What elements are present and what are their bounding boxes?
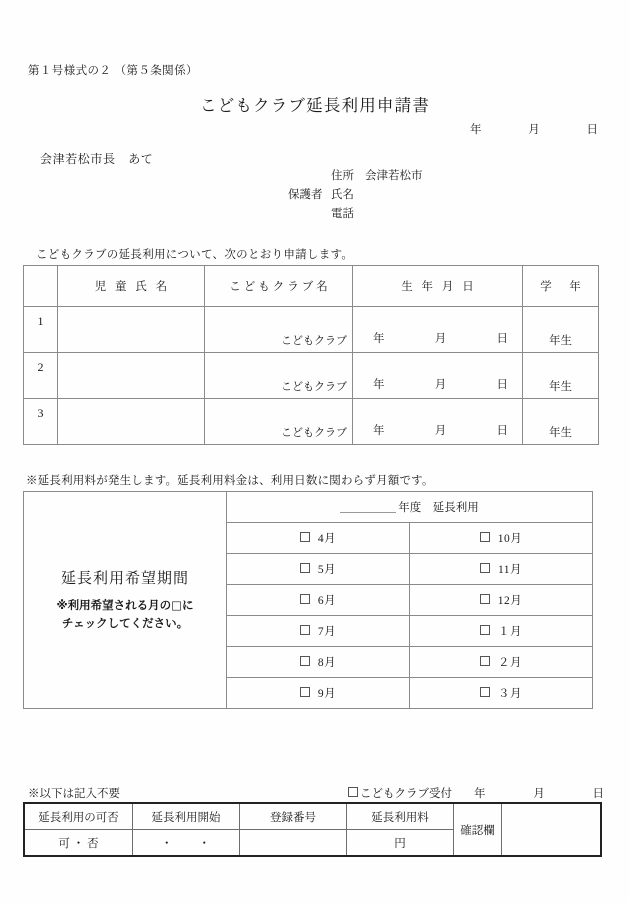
table-row: [24, 353, 599, 399]
period-instruction-line1: ※利用希望される月の□に: [56, 598, 194, 613]
grade-field-2[interactable]: [523, 353, 599, 399]
checkbox-icon[interactable]: [480, 625, 490, 635]
office-registration-number-value[interactable]: [240, 830, 347, 857]
dob-day-1: 日: [496, 333, 508, 345]
dob-day-2: 日: [496, 379, 508, 391]
club-suffix-3: こどもクラブ: [281, 426, 347, 439]
reception-day-label: 日: [592, 788, 604, 800]
month-label-5: 5月: [317, 564, 337, 576]
guardian-name-row: [288, 186, 423, 205]
office-confirm-field[interactable]: [502, 803, 602, 856]
period-instruction-line2: チェックしてください。: [61, 616, 189, 630]
month-label-2: ２月: [498, 657, 522, 669]
phone-label: 電話: [331, 208, 354, 220]
month-option-9[interactable]: [227, 678, 410, 709]
checkbox-icon[interactable]: [480, 687, 490, 697]
form-number: 第１号様式の２ （第５条関係）: [28, 65, 198, 77]
checkbox-icon[interactable]: [300, 594, 310, 604]
month-label-8: 8月: [317, 657, 337, 669]
reception-label: こどもクラブ受付: [360, 788, 452, 800]
fiscal-year-heading: [227, 492, 593, 523]
guardian-phone-row: [288, 205, 423, 224]
period-title-cell: [24, 492, 227, 709]
address-value: 会津若松市: [365, 170, 423, 182]
reception-line: [348, 785, 604, 801]
grade-suffix-3: 年生: [549, 427, 572, 439]
checkbox-icon[interactable]: [480, 594, 490, 604]
date-day-label: 日: [586, 124, 598, 136]
month-option-6[interactable]: [227, 585, 410, 616]
office-header-fee: 延長利用料: [347, 803, 454, 830]
header-index: [24, 266, 58, 307]
grade-suffix-1: 年生: [549, 335, 572, 347]
office-header-availability: 延長利用の可否: [24, 803, 133, 830]
period-instruction: [24, 597, 226, 633]
checkbox-icon[interactable]: [480, 563, 490, 573]
header-birthdate: 生 年 月 日: [353, 266, 523, 307]
birthdate-field-3[interactable]: [353, 399, 523, 445]
row-index-cell: [24, 353, 58, 399]
header-club-name: こどもクラブ名: [205, 266, 353, 307]
month-option-5[interactable]: [227, 554, 410, 585]
dob-month-1: 月: [434, 333, 447, 345]
month-option-2[interactable]: [410, 647, 593, 678]
office-header-row: [24, 803, 601, 830]
row-index-2: 2: [37, 360, 44, 374]
reception-year-label: 年: [474, 788, 486, 800]
month-option-12[interactable]: [410, 585, 593, 616]
document-title: こどもクラブ延長利用申請書: [199, 96, 431, 115]
office-use-note: ※以下は記入不要: [28, 788, 120, 800]
month-option-10[interactable]: [410, 523, 593, 554]
period-title: 延長利用希望期間: [60, 571, 189, 588]
checkbox-icon[interactable]: [348, 787, 358, 797]
lead-sentence: こどもクラブの延長利用について、次のとおり申請します。: [36, 249, 354, 261]
fiscal-year-blank[interactable]: [340, 512, 396, 513]
row-index-3: 3: [37, 406, 44, 420]
checkbox-icon[interactable]: [480, 656, 490, 666]
office-header-confirm: 確認欄: [454, 803, 502, 856]
grade-suffix-2: 年生: [549, 381, 572, 393]
name-label: 氏名: [331, 189, 354, 201]
period-header-row: [24, 492, 593, 523]
table-row: [24, 399, 599, 445]
child-name-field-3[interactable]: [58, 399, 205, 445]
row-index-cell: [24, 307, 58, 353]
month-label-1: １月: [498, 626, 522, 638]
office-availability-value[interactable]: 可 ・ 否: [24, 830, 133, 857]
dob-month-2: 月: [434, 379, 447, 391]
month-label-12: 12月: [497, 595, 523, 607]
checkbox-icon[interactable]: [300, 687, 310, 697]
office-use-table: [23, 802, 602, 857]
row-index-1: 1: [37, 314, 44, 328]
guardian-info-block: [288, 167, 423, 224]
dob-day-3: 日: [496, 425, 508, 437]
period-selection-table: [23, 491, 593, 709]
month-label-3: ３月: [498, 688, 522, 700]
fiscal-year-suffix: 年度 延長利用: [398, 502, 479, 514]
guardian-address-row: [288, 167, 423, 186]
club-name-field-2[interactable]: [205, 353, 353, 399]
office-start-date-value[interactable]: ・ ・: [133, 830, 240, 857]
checkbox-icon[interactable]: [480, 532, 490, 542]
month-option-11[interactable]: [410, 554, 593, 585]
grade-field-1[interactable]: [523, 307, 599, 353]
month-label-6: 6月: [317, 595, 337, 607]
header-grade: 学 年: [523, 266, 599, 307]
dob-month-3: 月: [434, 425, 447, 437]
checkbox-icon[interactable]: [300, 625, 310, 635]
header-child-name: 児 童 氏 名: [58, 266, 205, 307]
date-year-label: 年: [470, 124, 482, 136]
month-option-3[interactable]: [410, 678, 593, 709]
birthdate-field-1[interactable]: [353, 307, 523, 353]
birthdate-field-2[interactable]: [353, 353, 523, 399]
month-label-10: 10月: [497, 533, 523, 545]
club-suffix-2: こどもクラブ: [281, 380, 347, 393]
child-info-table: [23, 265, 599, 445]
month-label-4: 4月: [317, 533, 337, 545]
fee-note: ※延長利用料が発生します。延長利用料金は、利用日数に関わらず月額です。: [26, 475, 434, 487]
reception-date-line: [474, 785, 604, 801]
checkbox-icon[interactable]: [300, 532, 310, 542]
dob-year-1: 年: [373, 333, 385, 345]
guardian-label: 保護者: [288, 189, 323, 201]
month-option-8[interactable]: [227, 647, 410, 678]
reception-month-label: 月: [533, 788, 545, 800]
dob-year-3: 年: [373, 425, 385, 437]
row-index-cell: [24, 399, 58, 445]
checkbox-icon[interactable]: [300, 656, 310, 666]
office-fee-value[interactable]: 円: [347, 830, 454, 857]
month-option-1[interactable]: [410, 616, 593, 647]
grade-field-3[interactable]: [523, 399, 599, 445]
child-name-field-1[interactable]: [58, 307, 205, 353]
month-option-7[interactable]: [227, 616, 410, 647]
office-header-registration-number: 登録番号: [240, 803, 347, 830]
submission-date-line: [470, 121, 598, 137]
checkbox-icon[interactable]: [300, 563, 310, 573]
club-name-field-3[interactable]: [205, 399, 353, 445]
month-label-7: 7月: [317, 626, 337, 638]
address-label: 住所: [331, 170, 354, 182]
child-name-field-2[interactable]: [58, 353, 205, 399]
table-row: [24, 307, 599, 353]
club-suffix-1: こどもクラブ: [281, 334, 347, 347]
club-name-field-1[interactable]: [205, 307, 353, 353]
office-header-start-date: 延長利用開始: [133, 803, 240, 830]
date-month-label: 月: [528, 124, 540, 136]
month-label-9: 9月: [317, 688, 337, 700]
dob-year-2: 年: [373, 379, 385, 391]
child-table-header-row: [24, 266, 599, 307]
month-label-11: 11月: [497, 564, 523, 576]
month-option-4[interactable]: [227, 523, 410, 554]
addressee: 会津若松市長 あて: [40, 152, 154, 166]
